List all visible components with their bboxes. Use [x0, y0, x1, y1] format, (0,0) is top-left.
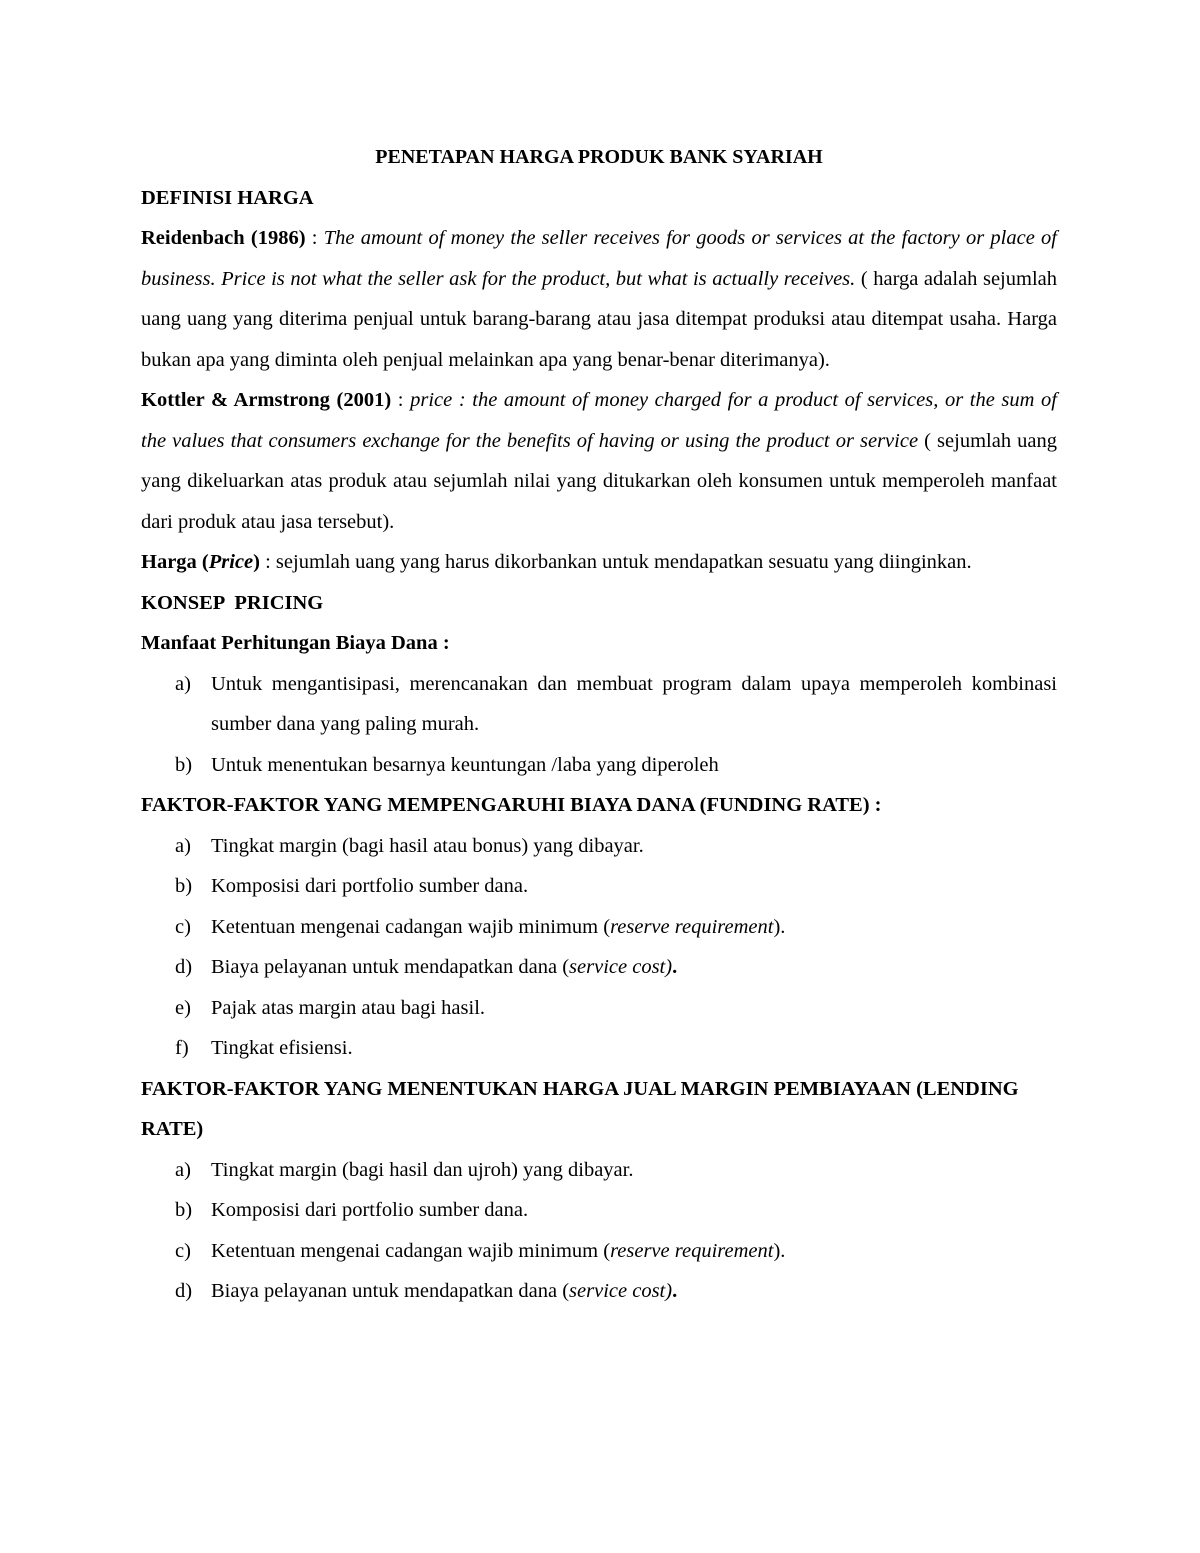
list-marker: f) — [175, 1037, 189, 1059]
reidenbach-translation: ( harga adalah sejumlah uang uang yang diterima penjual untuk barang-barang atau jasa ditempat produksi atau ditempat usaha. Harga bukan apa yang diminta oleh penjual melainkan apa yang benar-benar diterimanya). — [141, 267, 1057, 371]
list-item-text: Biaya pelayanan untuk mendapatkan dana ( — [211, 1280, 570, 1302]
list-item — [141, 826, 1057, 867]
list-item — [141, 1190, 1057, 1231]
list-item — [141, 1231, 1057, 1272]
list-item-text: Tingkat margin (bagi hasil dan ujroh) yang dibayar. — [211, 1158, 634, 1181]
definisi-heading: DEFINISI HARGA — [141, 186, 314, 209]
list-marker: b) — [175, 875, 193, 897]
list-item — [141, 947, 1057, 988]
reidenbach-definition — [141, 218, 1057, 380]
list-marker: b) — [175, 1199, 193, 1221]
list-item-after: . — [672, 1280, 678, 1302]
harga-text: : sejumlah uang yang harus dikorbankan untuk mendapatkan sesuatu yang diinginkan. — [259, 551, 972, 573]
reidenbach-sep: : — [305, 227, 324, 249]
list-marker: b) — [175, 753, 193, 776]
list-item-text: Untuk menentukan besarnya keuntungan /laba yang diperoleh — [211, 753, 719, 776]
harga-label: Harga ( — [141, 551, 209, 573]
konsep-heading: KONSEP PRICING — [141, 591, 324, 614]
list-item — [141, 1028, 1057, 1069]
document-body — [141, 137, 1057, 1312]
list-item-after: . — [672, 956, 678, 978]
list-marker: c) — [175, 1239, 191, 1262]
list-item-after: ). — [773, 1239, 786, 1262]
list-item-italic: reserve requirement — [610, 915, 774, 938]
list-item-text: Pajak atas margin atau bagi hasil. — [211, 996, 486, 1019]
list-item — [141, 1271, 1057, 1312]
funding-list — [141, 826, 1057, 1069]
list-item — [141, 745, 1057, 786]
list-item-text: Tingkat margin (bagi hasil atau bonus) yang dibayar. — [211, 834, 644, 857]
funding-heading: FAKTOR-FAKTOR YANG MEMPENGARUHI BIAYA DANA (FUNDING RATE) : — [141, 794, 882, 816]
reidenbach-author: Reidenbach (1986) — [141, 227, 306, 249]
manfaat-heading: Manfaat Perhitungan Biaya Dana : — [141, 632, 450, 654]
lending-heading: FAKTOR-FAKTOR YANG MENENTUKAN HARGA JUAL MARGIN PEMBIAYAAN (LENDING RATE) — [141, 1077, 1019, 1140]
list-item-after: ). — [773, 915, 786, 938]
harga-definition — [141, 542, 1057, 583]
kottler-sep: : — [391, 389, 411, 411]
list-item-text: Ketentuan mengenai cadangan wajib minimum ( — [211, 915, 611, 938]
kottler-definition — [141, 380, 1057, 542]
reidenbach-quote: The amount of money the seller receives for goods or services at the factory or place of business. Price is not what the seller ask for the product, but what is actually receives. — [141, 227, 1057, 290]
list-item — [141, 866, 1057, 907]
list-item-italic: service cost) — [569, 1280, 673, 1302]
list-marker: c) — [175, 915, 191, 938]
kottler-author: Kottler & Armstrong (2001) — [141, 389, 392, 411]
list-item-italic: reserve requirement — [610, 1239, 774, 1262]
list-marker: a) — [175, 834, 191, 857]
harga-label-close: ) — [253, 551, 260, 573]
list-item-text: Ketentuan mengenai cadangan wajib minimum ( — [211, 1239, 611, 1262]
list-item-text: Komposisi dari portfolio sumber dana. — [211, 1199, 529, 1221]
list-item — [141, 664, 1057, 745]
list-marker: a) — [175, 1158, 191, 1181]
list-marker: d) — [175, 1280, 193, 1302]
list-item — [141, 907, 1057, 948]
list-item — [141, 988, 1057, 1029]
lending-list — [141, 1150, 1057, 1312]
list-marker: e) — [175, 996, 191, 1019]
harga-label-price: Price — [208, 551, 254, 573]
list-item-text: Untuk mengantisipasi, merencanakan dan membuat program dalam upaya memperoleh kombinasi sumber dana yang paling murah. — [211, 672, 1057, 735]
kottler-quote: price : the amount of money charged for a product of services, or the sum of the values that consumers exchange for the benefits of having or using the product or service — [141, 389, 1057, 452]
list-item-text: Tingkat efisiensi. — [211, 1037, 353, 1059]
list-item — [141, 1150, 1057, 1191]
list-item-text: Komposisi dari portfolio sumber dana. — [211, 875, 529, 897]
list-marker: a) — [175, 672, 191, 695]
kottler-translation: ( sejumlah uang yang dikeluarkan atas produk atau sejumlah nilai yang ditukarkan oleh konsumen untuk memperoleh manfaat dari produk atau jasa tersebut). — [141, 429, 1057, 533]
list-marker: d) — [175, 956, 193, 978]
list-item-italic: service cost) — [569, 956, 673, 978]
manfaat-list — [141, 664, 1057, 786]
list-item-text: Biaya pelayanan untuk mendapatkan dana ( — [211, 956, 570, 978]
page-title: PENETAPAN HARGA PRODUK BANK SYARIAH — [375, 146, 823, 168]
